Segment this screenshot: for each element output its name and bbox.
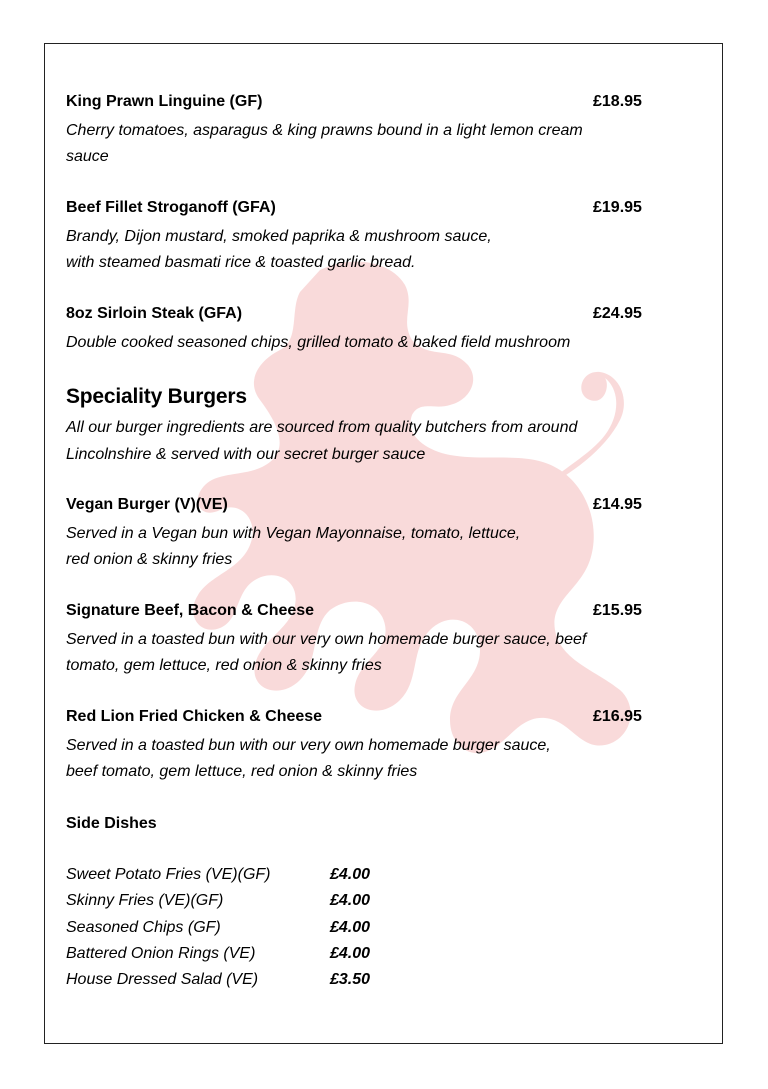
item-description: Brandy, Dijon mustard, smoked paprika & mushroom sauce, with steamed basmati rice & toasted garlic bread.: [66, 228, 492, 271]
side-dish-row: [66, 945, 386, 971]
item-description: Served in a Vegan bun with Vegan Mayonnaise, tomato, lettuce, red onion & skinny fries: [66, 525, 521, 568]
menu-item: [66, 602, 666, 679]
side-dish-row: [66, 866, 386, 892]
item-name: Signature Beef, Bacon & Cheese: [66, 602, 315, 619]
item-name: King Prawn Linguine (GF): [66, 93, 263, 110]
item-name: Vegan Burger (V)(VE): [66, 496, 228, 513]
side-dish-price: £4.00: [330, 944, 371, 962]
side-dish-price: £4.00: [330, 866, 371, 883]
item-description: Served in a toasted bun with our very own homemade burger sauce, beef tomato, gem lettuce, red onion & skinny fries: [66, 737, 551, 780]
side-dish-price: £4.00: [330, 918, 371, 936]
menu-item: [66, 496, 666, 573]
section-title-sides: Side Dishes: [66, 815, 157, 832]
side-dish-name: Skinny Fries (VE)(GF): [66, 892, 224, 910]
menu-item: [66, 708, 666, 785]
side-dish-name: Sweet Potato Fries (VE)(GF): [66, 866, 271, 883]
item-price: £16.95: [593, 708, 642, 725]
item-price: £14.95: [593, 496, 642, 513]
item-price: £15.95: [593, 602, 642, 619]
side-dish-price: £4.00: [330, 892, 371, 910]
side-dish-name: Seasoned Chips (GF): [66, 918, 221, 936]
menu-item: [66, 305, 666, 356]
item-name: 8oz Sirloin Steak (GFA): [66, 305, 243, 322]
side-dish-price: £3.50: [330, 971, 371, 989]
section-intro: All our burger ingredients are sourced from quality butchers from around Lincolnshire & served with our secret burger sauce: [66, 419, 578, 463]
section-title-burgers: Speciality Burgers: [66, 385, 247, 408]
item-description: Cherry tomatoes, asparagus & king prawns bound in a light lemon cream sauce: [66, 122, 583, 165]
item-price: £19.95: [593, 199, 642, 216]
item-price: £24.95: [593, 305, 642, 322]
menu-item: [66, 93, 666, 170]
item-description: Double cooked seasoned chips, grilled tomato & baked field mushroom: [66, 334, 571, 351]
side-dish-name: Battered Onion Rings (VE): [66, 944, 256, 962]
menu-item: [66, 199, 666, 276]
side-dish-row: [66, 919, 386, 945]
item-name: Beef Fillet Stroganoff (GFA): [66, 199, 276, 216]
item-description: Served in a toasted bun with our very own homemade burger sauce, beef tomato, gem lettuce, red onion & skinny fries: [66, 631, 587, 674]
side-dishes-list: [66, 866, 386, 997]
side-dish-name: House Dressed Salad (VE): [66, 971, 259, 989]
item-name: Red Lion Fried Chicken & Cheese: [66, 708, 323, 725]
item-price: £18.95: [593, 93, 642, 110]
side-dish-row: [66, 892, 386, 918]
side-dish-row: [66, 971, 386, 997]
